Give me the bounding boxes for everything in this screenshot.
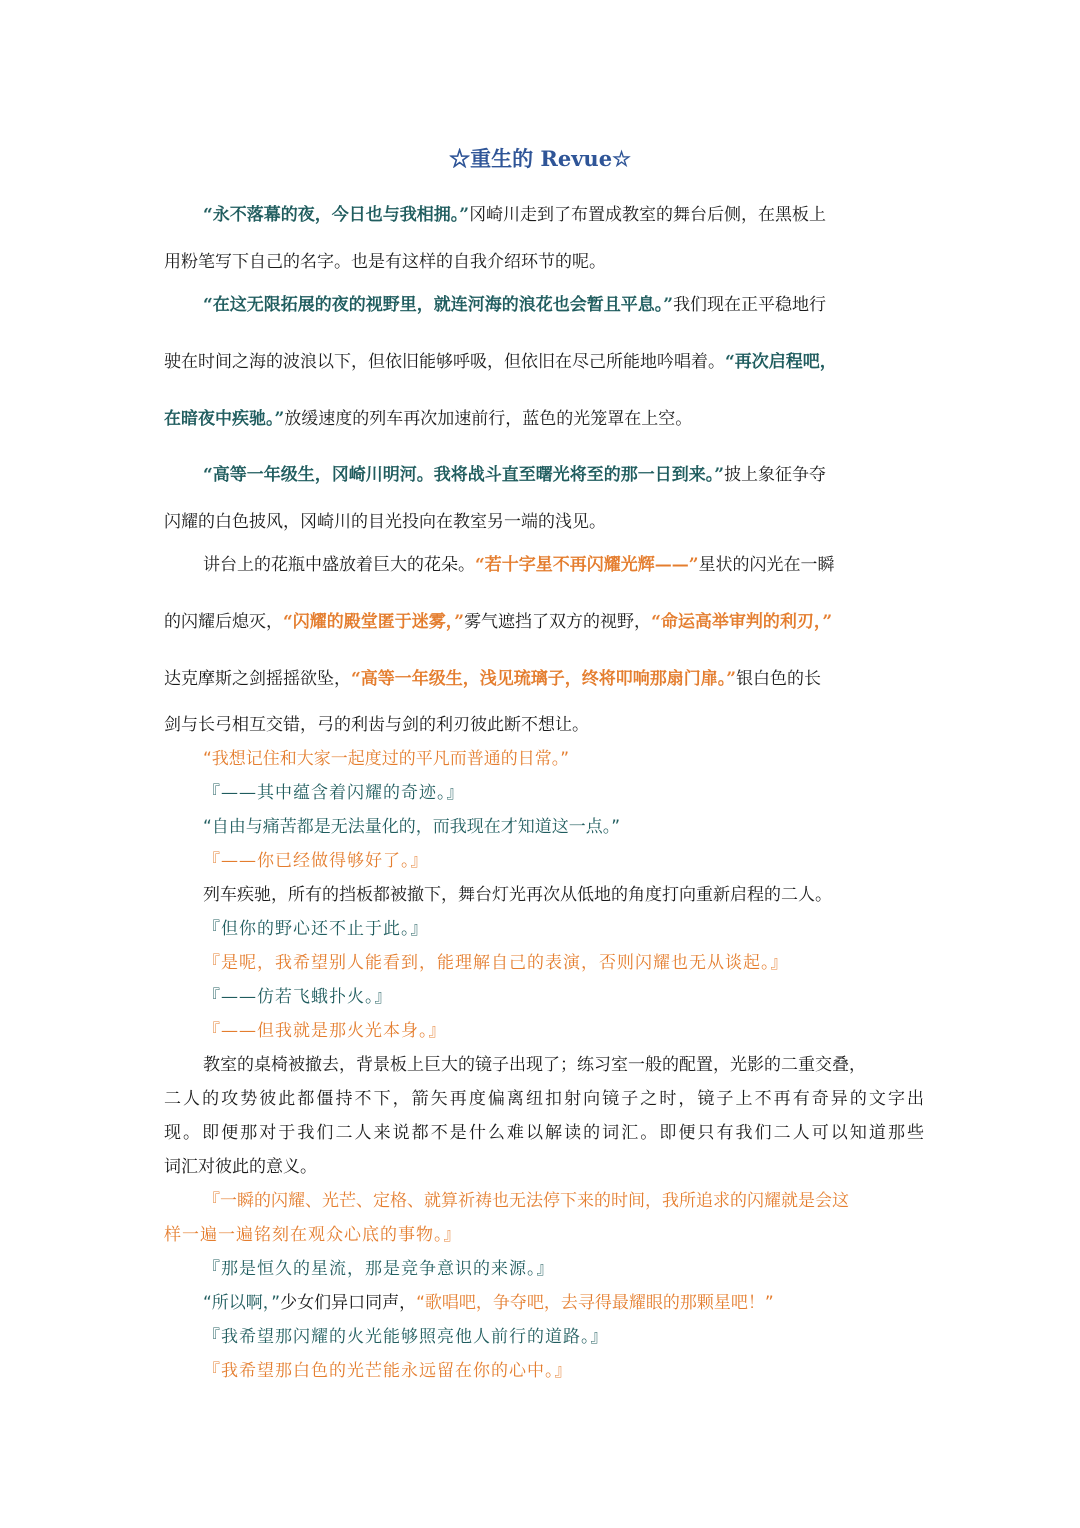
dialog-line: 『我希望那白色的光芒能永远留在你的心中。』 <box>203 1361 573 1381</box>
paragraph-4-line-1 <box>203 551 963 579</box>
text: 达克摩斯之剑摇摇欲坠， <box>164 669 351 689</box>
dialog-line: “自由与痛苦都是无法量化的，而我现在才知道这一点。” <box>203 817 621 837</box>
dialog-line: “我想记住和大家一起度过的平凡而普通的日常。” <box>203 749 570 769</box>
dialog-line: 『——其中蕴含着闪耀的奇迹。』 <box>203 783 465 803</box>
paragraph-1-line-2: 用粉笔写下自己的名字。也是有这样的自我介绍环节的呢。 <box>164 252 606 272</box>
paragraph-4-line-3 <box>164 665 924 693</box>
page-title: ☆重生的 Revue☆ <box>449 146 631 171</box>
dialog-line: 『但你的野心还不止于此。』 <box>203 919 429 939</box>
paragraph-2-line-3 <box>164 405 924 433</box>
text: 驶在时间之海的波浪以下，但依旧能够呼吸，但依旧在尽己所能地吟唱着。 <box>164 352 725 372</box>
dialog-line: 『我希望那闪耀的火光能够照亮他人前行的道路。』 <box>203 1327 609 1347</box>
dialog-line: 『——但我就是那火光本身。』 <box>203 1021 447 1041</box>
paragraph-2-line-1 <box>203 291 963 319</box>
text: 放缓速度的列车再次加速前行，蓝色的光笼罩在上空。 <box>284 409 693 429</box>
quote: “歌唱吧，争夺吧，去寻得最耀眼的那颗星吧！” <box>416 1293 774 1313</box>
text: 的闪耀后熄灭， <box>164 612 283 632</box>
text: 星状的闪光在一瞬 <box>698 555 835 575</box>
quote: “所以啊，” <box>203 1293 281 1313</box>
text: 银白色的长 <box>736 669 822 689</box>
text: 雾气遮挡了双方的视野， <box>464 612 652 632</box>
text: 少女们异口同声， <box>280 1293 417 1313</box>
quote: “在这无限拓展的夜的视野里，就连河海的浪花也会暂且平息。” <box>203 295 674 315</box>
paragraph-6-line-1: 教室的桌椅被撤去，背景板上巨大的镜子出现了；练习室一般的配置，光影的二重交叠， <box>203 1055 866 1075</box>
paragraph-4-line-2 <box>164 608 924 636</box>
dialog-line: 样一遍一遍铭刻在观众心底的事物。』 <box>164 1225 462 1245</box>
dialog-line: 『——你已经做得够好了。』 <box>203 851 429 871</box>
paragraph-1-line-1 <box>203 201 963 229</box>
quote: “若十字星不再闪耀光辉——” <box>475 555 699 575</box>
paragraph-5: 列车疾驰，所有的挡板都被撤下，舞台灯光再次从低地的角度打向重新启程的二人。 <box>203 885 832 905</box>
text: 我们现在正平稳地行 <box>673 295 827 315</box>
paragraph-6-line-2: 二人的攻势彼此都僵持不下，箭矢再度偏离纽扣射向镜子之时，镜子上不再有奇异的文字出 <box>164 1089 924 1109</box>
quote: “永不落幕的夜，今日也与我相拥。” <box>203 205 470 225</box>
paragraph-4-line-4: 剑与长弓相互交错，弓的利齿与剑的利刃彼此断不想让。 <box>164 715 589 735</box>
quote: “闪耀的殿堂匿于迷雾，” <box>283 612 465 632</box>
quote: 在暗夜中疾驰。” <box>164 409 285 429</box>
paragraph-3-line-2: 闪耀的白色披风，冈崎川的目光投向在教室另一端的浅见。 <box>164 512 606 532</box>
paragraph-6-line-3: 现。即便那对于我们二人来说都不是什么难以解读的词汇。即便只有我们二人可以知道那些 <box>164 1123 924 1143</box>
paragraph-2-line-2 <box>164 348 924 376</box>
dialog-line: 『是呢，我希望别人能看到，能理解自己的表演，否则闪耀也无从谈起。』 <box>203 953 789 973</box>
paragraph-3-line-1 <box>203 461 963 489</box>
quote: “命运高举审判的利刃，” <box>651 612 833 632</box>
text: 冈崎川走到了布置成教室的舞台后侧，在黑板上 <box>469 205 827 225</box>
quote: “高等一年级生，冈崎川明河。我将战斗直至曙光将至的那一日到来。” <box>203 465 725 485</box>
text: 披上象征争夺 <box>724 465 827 485</box>
quote: “再次启程吧， <box>725 352 837 372</box>
text: 讲台上的花瓶中盛放着巨大的花朵。 <box>203 555 475 575</box>
dialog-line: 『一瞬的闪耀、光芒、定格、就算祈祷也无法停下来的时间，我所追求的闪耀就是会这 <box>203 1191 849 1211</box>
quote: “高等一年级生，浅见琉璃子，终将叩响那扇门扉。” <box>351 669 737 689</box>
dialog-line: 『——仿若飞蛾扑火。』 <box>203 987 393 1007</box>
dialog-line: 『那是恒久的星流，那是竞争意识的来源。』 <box>203 1259 555 1279</box>
final-line <box>203 1289 963 1317</box>
paragraph-6-line-4: 词汇对彼此的意义。 <box>164 1157 317 1177</box>
